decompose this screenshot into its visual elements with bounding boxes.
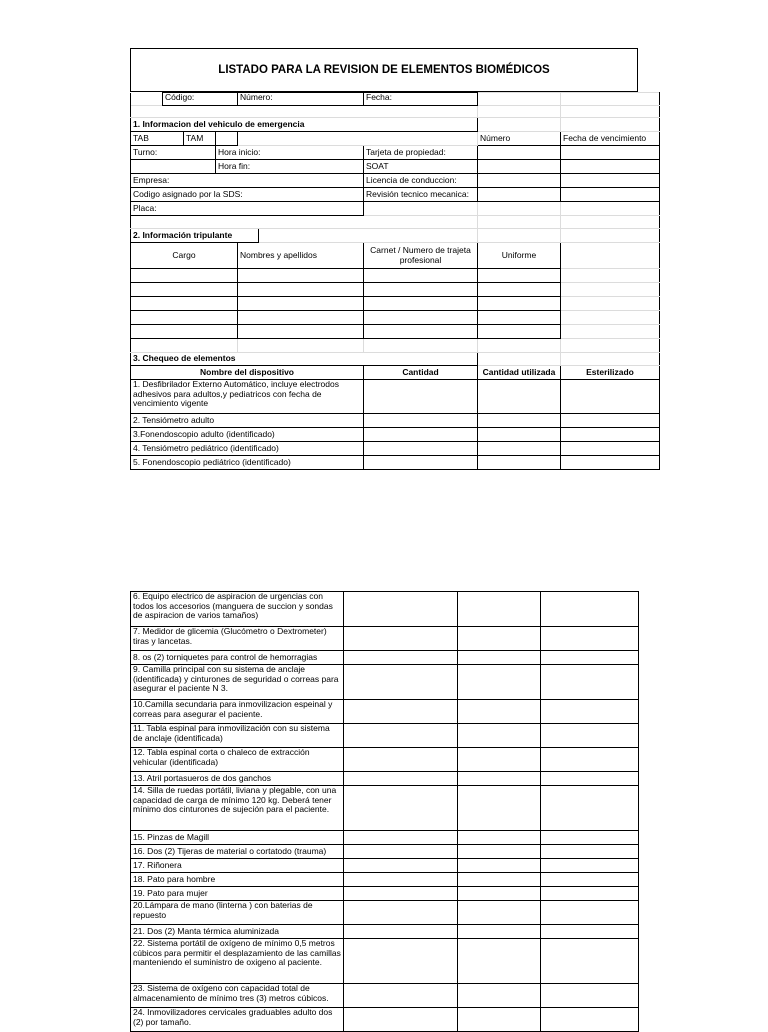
table-row[interactable] xyxy=(131,724,639,748)
device-name: 20.Lámpara de mano (linterna ) con baterias de repuesto xyxy=(131,901,344,925)
device-name: 19. Pato para mujer xyxy=(131,887,344,901)
device-name: 14. Silla de ruedas portátil, liviana y plegable, con una capacidad de carga de mínimo 120 kg. Deberá tener mínimo dos cinturones de sujeción para el paciente. xyxy=(131,786,344,831)
section-vehiculo-heading: 1. Informacion del vehiculo de emergencia xyxy=(131,118,478,132)
tripulante-row[interactable] xyxy=(131,311,660,325)
page-title: LISTADO PARA LA REVISION DE ELEMENTOS BIOMÉDICOS xyxy=(130,48,638,92)
device-name: 24. Inmovilizadores cervicales graduables adulto dos (2) por tamaño. xyxy=(131,1008,344,1032)
device-name: 3.Fonendoscopio adulto (identificado) xyxy=(131,428,364,442)
table-row[interactable] xyxy=(131,1008,639,1032)
tab-field[interactable]: TAB xyxy=(131,132,184,146)
table-row[interactable] xyxy=(131,925,639,939)
cantidad-utilizada-col-header: Cantidad utilizada xyxy=(478,366,561,380)
device-name: 22. Sistema portátil de oxígeno de mínimo 0,5 metros cúbicos para permitir el desplazamiento de las camillas manteniendo el suministro de oxigeno al paciente. xyxy=(131,939,344,984)
tripulante-row[interactable] xyxy=(131,297,660,311)
hora-fin-field[interactable]: Hora fin: xyxy=(216,160,364,174)
empresa-field[interactable]: Empresa: xyxy=(131,174,364,188)
licencia-label: Licencia de conduccion: xyxy=(364,174,478,188)
table-row[interactable] xyxy=(131,831,639,845)
revision-tecnico-label: Revisión tecnico mecanica: xyxy=(364,188,478,202)
table-row[interactable] xyxy=(131,700,639,724)
device-name: 8. os (2) torniquetes para control de hemorragias xyxy=(131,651,344,665)
sheet-page-1 xyxy=(130,48,647,470)
table-row[interactable] xyxy=(131,887,639,901)
device-name: 6. Equipo electrico de aspiracion de urgencias con todos los accesorios (manguera de succion y sondas de aspiracion de varios tamaños) xyxy=(131,592,344,627)
tripulante-row[interactable] xyxy=(131,325,660,339)
table-row[interactable] xyxy=(131,442,660,456)
nombres-col-header: Nombres y apellidos xyxy=(238,243,364,269)
section-chequeo-heading: 3. Chequeo de elementos xyxy=(131,353,478,366)
sheet-page-2 xyxy=(130,591,638,1032)
table-row[interactable] xyxy=(131,665,639,700)
tam-field[interactable]: TAM xyxy=(184,132,216,146)
placa-field[interactable]: Placa: xyxy=(131,202,364,216)
device-name: 16. Dos (2) Tijeras de material o cortatodo (trauma) xyxy=(131,845,344,859)
device-name: 10.Camilla secundaria para inmovilizacion espeinal y correas para asegurar el paciente. xyxy=(131,700,344,724)
soat-label: SOAT xyxy=(364,160,478,174)
tarjeta-propiedad-label: Tarjeta de propiedad: xyxy=(364,146,478,160)
device-name: 7. Medidor de glicemia (Glucómetro o Dextrometer) tiras y lancetas. xyxy=(131,627,344,651)
device-name: 13. Atril portasueros de dos ganchos xyxy=(131,772,344,786)
codigo-sds-field[interactable]: Codigo asignado por la SDS: xyxy=(131,188,364,202)
device-name: 21. Dos (2) Manta térmica aluminizada xyxy=(131,925,344,939)
device-name: 5. Fonendoscopio pediátrico (identificado) xyxy=(131,456,364,470)
esterilizado-col-header: Esterilizado xyxy=(561,366,660,380)
device-name: 17. Riñonera xyxy=(131,859,344,873)
table-row[interactable] xyxy=(131,984,639,1008)
table-row[interactable] xyxy=(131,873,639,887)
uniforme-col-header: Uniforme xyxy=(478,243,561,269)
tripulante-row[interactable] xyxy=(131,269,660,283)
device-name: 2. Tensiómetro adulto xyxy=(131,414,364,428)
device-name: 18. Pato para hombre xyxy=(131,873,344,887)
table-row[interactable] xyxy=(131,748,639,772)
table-row[interactable] xyxy=(131,592,639,627)
hora-inicio-field[interactable]: Hora inicio: xyxy=(216,146,364,160)
carnet-col-header: Carnet / Numero de trajeta profesional xyxy=(364,243,478,269)
table-row[interactable] xyxy=(131,627,639,651)
turno-field[interactable]: Turno: xyxy=(131,146,216,160)
table-row[interactable] xyxy=(131,651,639,665)
table-row[interactable] xyxy=(131,845,639,859)
section-tripulante-heading: 2. Información tripulante xyxy=(131,229,259,243)
fecha-field[interactable]: Fecha: xyxy=(364,93,478,106)
device-name: 12. Tabla espinal corta o chaleco de extracción vehicular (identificada) xyxy=(131,748,344,772)
device-name: 9. Camilla principal con su sistema de anclaje (identificada) y cinturones de seguridad o correas para asegurar el paciente N 3. xyxy=(131,665,344,700)
table-row[interactable] xyxy=(131,428,660,442)
device-name: 11. Tabla espinal para inmovilización con su sistema de anclaje (identificada) xyxy=(131,724,344,748)
table-row[interactable] xyxy=(131,772,639,786)
table-row[interactable] xyxy=(131,859,639,873)
device-name: 23. Sistema de oxígeno con capacidad total de almacenamiento de mínimo tres (3) metros cúbicos. xyxy=(131,984,344,1008)
table-row[interactable] xyxy=(131,901,639,925)
dispositivo-col-header: Nombre del dispositivo xyxy=(131,366,364,380)
table-row[interactable] xyxy=(131,414,660,428)
form-table xyxy=(130,92,660,470)
table-row[interactable] xyxy=(131,380,660,414)
cargo-col-header: Cargo xyxy=(131,243,238,269)
table-row[interactable] xyxy=(131,456,660,470)
numero-field[interactable]: Número: xyxy=(238,93,364,106)
tripulante-row[interactable] xyxy=(131,283,660,297)
table-row[interactable] xyxy=(131,786,639,831)
cantidad-col-header: Cantidad xyxy=(364,366,478,380)
device-name: 1. Desfibrilador Externo Automático, incluye electrodos adhesivos para adultos,y pediatricos con fecha de vencimiento vigente xyxy=(131,380,364,414)
numero-col-header: Número xyxy=(478,132,561,146)
codigo-field[interactable]: Código: xyxy=(163,93,238,106)
device-checklist-table xyxy=(130,591,639,1032)
device-name: 4. Tensiómetro pediátrico (identificado) xyxy=(131,442,364,456)
device-name: 15. Pinzas de Magill xyxy=(131,831,344,845)
vencimiento-col-header: Fecha de vencimiento xyxy=(561,132,660,146)
table-row[interactable] xyxy=(131,939,639,984)
